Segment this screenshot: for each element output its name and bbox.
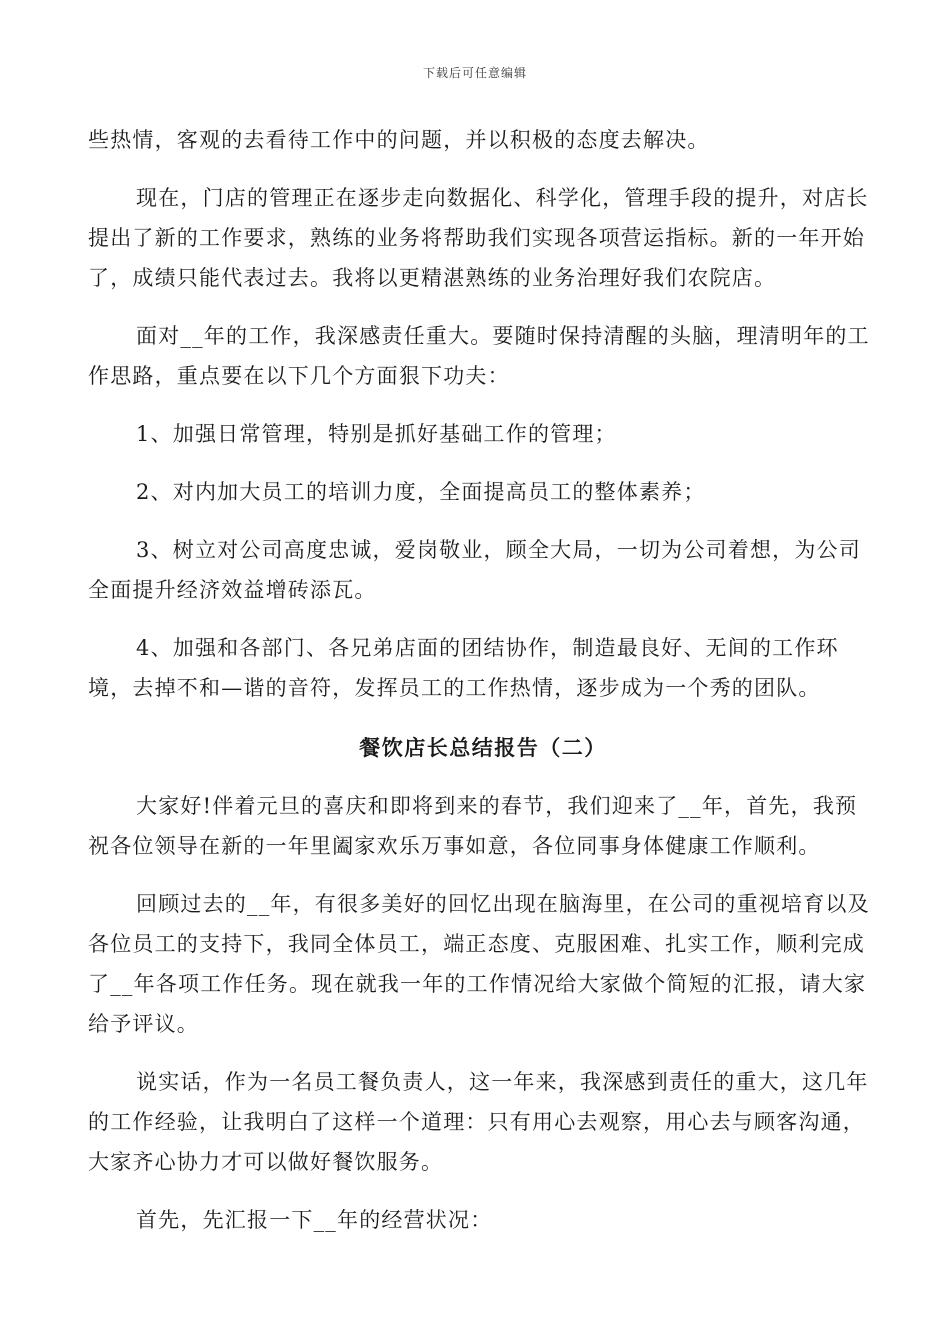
paragraph-next-year-plan: 面对__年的工作，我深感责任重大。要随时保持清醒的头脑，理清明年的工作思路，重点要在以下几个方面狠下功夫： (88, 324, 870, 388)
list-item-3: 3、树立对公司高度忠诚，爱岗敬业，顾全大局，一切为公司着想，为公司全面提升经济效益增砖添瓦。 (88, 538, 861, 602)
paragraph-store-management: 现在，门店的管理正在逐步走向数据化、科学化，管理手段的提升，对店长提出了新的工作要求，熟练的业务将帮助我们实现各项营运指标。新的一年开始了，成绩只能代表过去。我将以更精湛熟练的业务治理好我们农院店。 (88, 186, 869, 290)
list-item-1: 1、加强日常管理，特别是抓好基础工作的管理； (136, 422, 617, 446)
list-item-2: 2、对内加大员工的培训力度，全面提高员工的整体素养； (136, 480, 706, 504)
paragraph-greeting: 大家好!伴着元旦的喜庆和即将到来的春节，我们迎来了__年，首先，我预祝各位领导在新的一年里阖家欢乐万事如意，各位同事身体健康工作顺利。 (88, 794, 858, 858)
paragraph-continuation: 些热情，客观的去看待工作中的问题，并以积极的态度去解决。 (88, 128, 710, 152)
document-body (88, 120, 878, 1240)
list-item-4: 4、加强和各部门、各兄弟店面的团结协作，制造最良好、无间的工作环境，去掉不和—谐的音符，发挥员工的工作热情，逐步成为一个秀的团队。 (88, 636, 839, 700)
section-title: 餐饮店长总结报告（二） (359, 735, 607, 760)
paragraph-operations: 首先，先汇报一下__年的经营状况： (136, 1208, 493, 1232)
paragraph-experience: 说实话，作为一名员工餐负责人，这一年来，我深感到责任的重大，这几年的工作经验，让我明白了这样一个道理：只有用心去观察，用心去与顾客沟通，大家齐心协力才可以做好餐饮服务。 (88, 1070, 869, 1174)
page-header: 下载后可任意编辑 (422, 66, 527, 80)
paragraph-review: 回顾过去的__年，有很多美好的回忆出现在脑海里，在公司的重视培育以及各位员工的支持下，我同全体员工，端正态度、克服困难、扎实工作，顺利完成了__年各项工作任务。现在就我一年的工作情况给大家做个简短的汇报，请大家给予评议。 (88, 892, 870, 1036)
